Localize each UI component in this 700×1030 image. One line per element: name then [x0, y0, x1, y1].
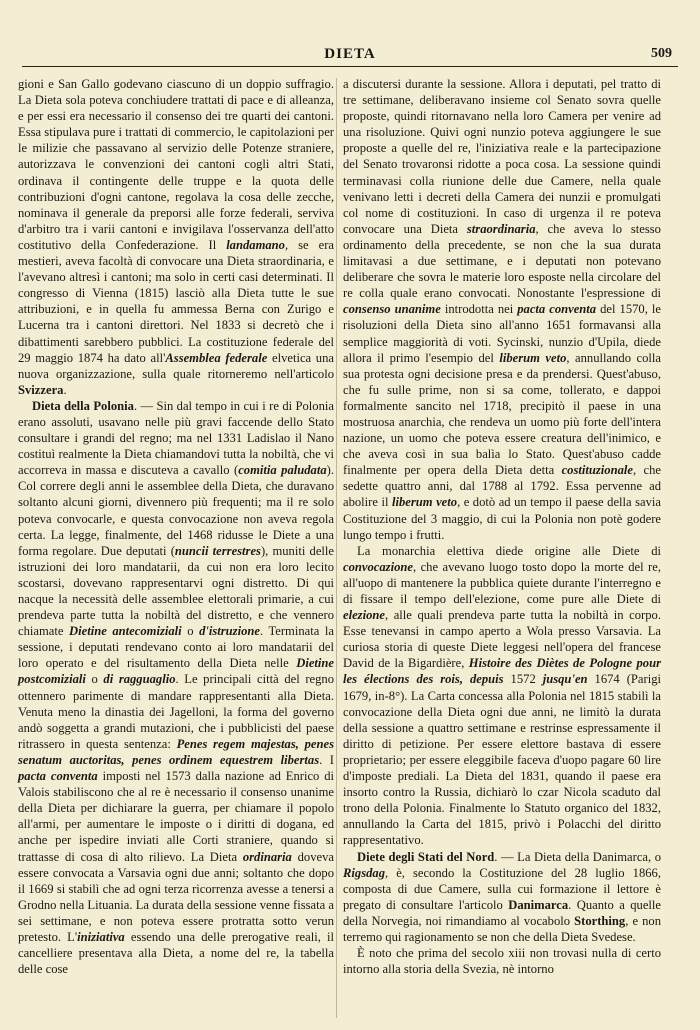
emphasis-text: comitia paludata: [238, 463, 327, 478]
body-text: , è, secondo la Costituzione del 28 luglio 1866, composta di due Camere, sulla cui formazione il lettore è pregato di consultare l'articolo: [343, 865, 661, 912]
body-text: , e non terremo qui ragionamento se non che della Dieta Svedese.: [343, 913, 661, 944]
paragraph-p5: [343, 849, 661, 946]
emphasis-text: Histoire des Diètes de Pologne pour les élections des rois, depuis: [343, 656, 661, 687]
body-text: ), muniti delle istruzioni dei loro mandatarii, da cui non era loro lecito scostarsi, dovevano rappresentarvi ogni distretto. Di qui nacque la necessità delle assemblee elettorali primarie, a cui prendeva parte tutta la nobiltà del distretto, e che vennero chiamate: [18, 543, 334, 639]
body-text: gioni e San Gallo godevano ciascuno di un doppio suffragio. La Dieta sola poteva conchiudere trattati di pace e di alleanza, e per essi era necessario il consenso dei tre quarti dei cantoni. Essa stipulava pure i trattati di commercio, le capitolazioni per le milizie che passavano al servizio delle Potenze straniere, autorizzava le convenzioni dei cantoni cogli altri Stati, ordinava il contingente delle truppe e la quota delle contribuzioni d'ogni cantone, regolava la cosa delle zecche, nominava il generale da preporsi alle forze federali, serviva d'arbitro tra i varii cantoni e invigilava l'osservanza dell'atto costitutivo della Confederazione. Il: [18, 77, 334, 252]
running-title: DIETA: [324, 46, 376, 62]
emphasis-text: liberum veto: [499, 350, 567, 365]
left-column: [18, 76, 334, 977]
body-text: doveva essere convocata a Varsavia ogni due anni; soltanto che dopo il 1669 si stabilì che ad ogni terza ricorrenza avesse a tenersi a Grodno nella Lituania. La durata della sessione venne fissata a sei settimane, e non poteva essere protratta sotto verun pretesto. L': [18, 849, 334, 944]
body-text: essendo una delle prerogative reali, il cancelliere presentava alla Dieta, a nome del re, la tabella delle cose: [18, 929, 334, 977]
paragraph-p3: [343, 76, 661, 543]
emphasis-text: Assemblea federale: [165, 350, 268, 365]
body-text: ). Col correre degli anni le assemblee della Dieta, che duravano soltanto alcuni giorni, divennero più frequenti; ma il re solo poteva convocarle, e questa convocazione non aveva regola certa. La legge, finalmente, del 1468 ridusse le Diete a una forma regolare. Due deputati (: [18, 463, 334, 558]
emphasis-text: ordinaria: [242, 849, 292, 864]
column-separator: [336, 78, 337, 1018]
body-text: , annullando colla sua protesta ogni decisione presa e da prendersi. Quest'abuso, che fu sulle prime, non si sa come, tollerato, e dappoi formalmente sancito nel 1718, precipitò il paese in una mostruosa anarchia, che rendeva un uomo più forte dell'intera nazione, un uomo che poteva essere creatura dell'inimico, e che aveva così in sua balìa lo Stato. Quest'abuso cadde finalmente per opera della Dieta detta: [343, 350, 661, 478]
emphasis-text: Rigsdag: [343, 865, 385, 880]
paragraph-p6: [343, 945, 661, 977]
body-text: . Quanto a quelle della Norvegia, noi rimandiamo al vocabolo: [343, 897, 661, 928]
body-text: 1674 (Parigi 1679, in-8°). La Carta concessa alla Polonia nel 1815 stabilì la convocazione della Dieta ogni due anni, ne limitò la durata della sessione a quattro settimane e restrinse espressamente il diritto di petizione. Per essere elettore bastava di essere proprietario; per essere eleggibile faceva d'uopo pagare 60 lire d'imposte prediali. La Dieta del 1831, quando il paese era insorto contro la Russia, dichiarò lo czar Nicola scaduto dal trono della Polonia. Finalmente lo Statuto organico del 1832, annullando la Carta del 1815, privò i Polacchi del diritto rappresentativo.: [343, 672, 661, 848]
page-number: 509: [651, 46, 672, 61]
emphasis-text: jusqu'en: [542, 672, 588, 687]
emphasis-text: Dietine antecomiziali: [69, 624, 182, 639]
body-text: , se era mestieri, aveva facoltà di convocare una Dieta straordinaria, e l'avevano altresì i cantoni; ma solo in certi casi determinati. Il congresso di Vienna (1815) lasciò alla Dieta tutte le sue attribuzioni, e in quella fu ammessa Berna con Zurigo e Lucerna tra i cantoni direttori. Nel 1833 si decretò che i dibattimenti sarebbero pubblici. La costituzione federale del 29 maggio 1874 ha dato all': [18, 237, 334, 365]
body-text: . Le principali città del regno ottennero parimente di mandare rappresentanti alla Dieta. Venuta meno la dinastia dei Jagelloni, la forma del governo andò soggetta a grandi mutazioni, che i pubblicisti del paese ritrassero in questa sentenza:: [18, 672, 334, 751]
emphasis-text: Svizzera: [18, 382, 64, 397]
body-text: . — La Dieta della Danimarca, o: [494, 849, 661, 864]
paragraph-p1: [18, 76, 334, 398]
body-text: del 1570, le risoluzioni della Dieta sino all'anno 1651 formavansi alla semplice maggiorità di voti. Sycinski, nunzio d'Upila, diede allora il primo l'esempio del: [343, 302, 661, 365]
body-text: . — Sin dal tempo in cui i re di Polonia erano assoluti, usavano nelle più gravi faccende dello Stato consultare i grandi del regno; ma nel 1331 Ladislao il Nano costituì realmente la Dieta chiamandovi tutta la nobiltà, che vi accorreva in massa e discuteva a cavallo (: [18, 398, 334, 478]
body-text: o: [181, 624, 200, 639]
body-text: a discutersi durante la sessione. Allora i deputati, pel tratto di tre settimane, deliberavano insieme col Senato sovra quelle proposte, quindi ritornavano nella loro Camera per venire ad una risoluzione. Quivi ogni nunzio poteva aggiungere le sue proposte a quelle del re, l'iniziativa reale e la partecipazione del Senato trovaronsi ridotte a poca cosa. La sessione quindi terminavasi colla riunione delle due Camere, nella quale venivano letti i decreti della Camera dei nunzii e promulgati col nome di costituzioni. In caso di urgenza il re poteva convocare una Dieta: [343, 77, 661, 236]
emphasis-text: landamano: [226, 237, 285, 252]
emphasis-text: iniziativa: [77, 929, 125, 944]
emphasis-text: pacta conventa: [18, 769, 98, 784]
body-text: elvetica una nuova organizzazione, sulla quale ritorneremo nell'articolo: [18, 350, 334, 381]
emphasis-text: Dietine postcomiziali: [18, 656, 334, 687]
body-text: .: [63, 382, 67, 397]
right-column: [343, 76, 661, 977]
paragraph-p4: [343, 543, 661, 849]
emphasis-text: di ragguaglio: [103, 672, 176, 687]
body-text: , alle quali prendeva parte tutta la nobiltà in corpo. Esse tenevansi in campo aperto a Wola presso Varsavia. La curiosa storia di queste Diete leggesi nell'opera del francese David de la Bigardière,: [343, 608, 661, 671]
emphasis-text: liberum veto: [391, 495, 458, 510]
emphasis-text: d'istruzione: [199, 624, 260, 639]
emphasis-text: costituzionale: [561, 463, 633, 478]
body-text: 1572: [503, 672, 543, 687]
body-text: , che sedette quattro anni, dal 1788 al 1792. Essa pervenne ad abolire il: [343, 463, 661, 510]
page-header: [22, 46, 678, 68]
emphasis-text: Dieta della Polonia: [32, 398, 134, 413]
emphasis-text: Danimarca: [508, 897, 569, 912]
emphasis-text: elezione: [343, 608, 385, 623]
body-text: , e dotò ad un tempo il paese della savia Costituzione del 3 maggio, di cui la Polonia non potè godere lungo tempo i frutti.: [343, 495, 661, 542]
body-text: imposti nel 1573 dalla nazione ad Enrico di Valois stabiliscono che al re è necessario il consenso unanime della Dieta per dichiarare la guerra, per chiamare il popolo all'armi, per aumentare le imposte o i diritti di dogana, ed anche per ispedire inviati alle Corti straniere, quando si trattasse di cosa di alto rilievo. La Dieta: [18, 769, 334, 864]
emphasis-text: nuncii terrestres: [174, 543, 261, 558]
body-text: La monarchia elettiva diede origine alle Diete di: [357, 543, 661, 558]
emphasis-text: Storthing: [574, 913, 626, 928]
emphasis-text: pacta conventa: [517, 302, 597, 317]
body-text: introdotta nei: [440, 302, 518, 317]
header-rule: [22, 66, 678, 67]
emphasis-text: convocazione: [343, 559, 413, 574]
body-text: o: [85, 672, 104, 687]
paragraph-p2: [18, 398, 334, 977]
body-text: , che aveva lo stesso ordinamento della precedente, se non che la sua durata limitavasi a due settimane, e i deputati non potevano deliberare che sovra le materie loro esposte nella circolare del re colla quale erano convocati. Nonostante l'espressione di: [343, 221, 661, 301]
emphasis-text: consenso unanime: [343, 302, 441, 317]
emphasis-text: Penes regem majestas, penes senatum auctoritas, penes ordinem equestrem libertas: [18, 736, 334, 767]
emphasis-text: Diete degli Stati del Nord: [357, 849, 495, 864]
body-text: , che avevano luogo tosto dopo la morte del re, all'uopo di mantenere la pubblica quiete durante l'interregno e di fissare il tempo dell'elezione, come pure alle Diete di: [343, 559, 661, 606]
body-text: È noto che prima del secolo xiii non trovasi nulla di certo intorno alla storia della Svezia, nè intorno: [343, 946, 661, 977]
body-text: . Terminata la sessione, i deputati rendevano conto ai loro mandatarii del loro operato e del risultamento della Dieta nelle: [18, 624, 334, 671]
body-text: . I: [319, 752, 334, 767]
emphasis-text: straordinaria: [466, 221, 536, 236]
